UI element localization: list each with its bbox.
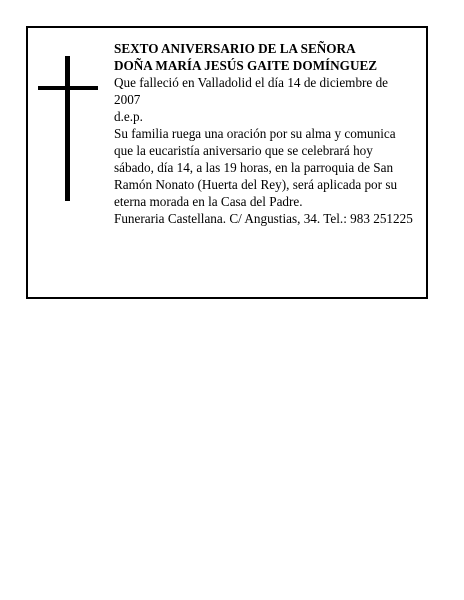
obituary-notice: [26, 26, 428, 299]
cross-icon: [38, 56, 98, 201]
death-info: Que falleció en Valladolid el día 14 de diciembre de 2007: [114, 75, 389, 107]
rip-text: d.e.p.: [114, 109, 143, 124]
notice-heading-line1: SEXTO ANIVERSARIO DE LA SEÑORA: [114, 41, 356, 56]
cross-horizontal-bar: [38, 86, 98, 90]
notice-text: [114, 40, 414, 227]
cross-vertical-bar: [65, 56, 70, 201]
notice-heading-line2: DOÑA MARÍA JESÚS GAITE DOMÍNGUEZ: [114, 58, 378, 73]
funeral-home-info: Funeraria Castellana. C/ Angustias, 34. Tel.: 983 251225: [114, 211, 413, 226]
family-message: Su familia ruega una oración por su alma y comunica que la eucaristía aniversario que se celebrará hoy sábado, día 14, a las 19 horas, en la parroquia de San Ramón Nonato (Huerta del Rey), será aplicada por su eterna morada en la Casa del Padre.: [114, 126, 398, 209]
